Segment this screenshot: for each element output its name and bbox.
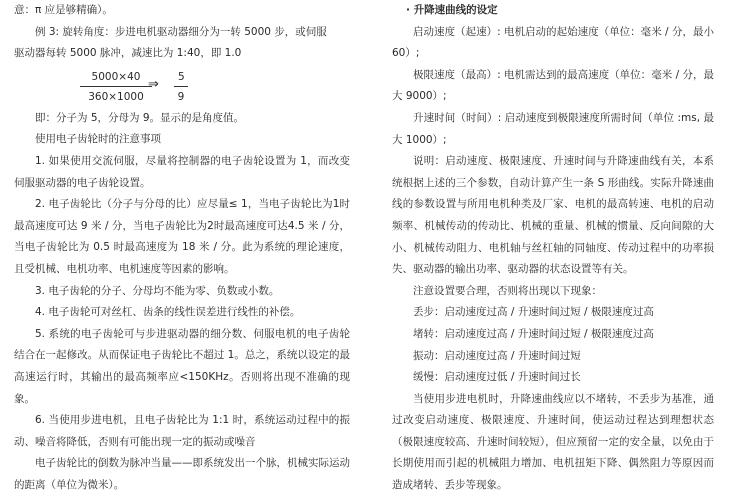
implies-arrow-icon: ⇒ <box>148 76 159 92</box>
fraction-denominator: 360×1000 <box>88 90 144 103</box>
text-line: 意：π 应是够精确）。 <box>14 4 113 16</box>
section-heading: · 升降速曲线的设定 <box>406 4 498 16</box>
fraction-right <box>174 69 188 105</box>
paragraph: 升速时间（时间）: 启动速度到极限速度所需时间（单位 :ms, 最大 1000）; <box>392 111 714 146</box>
paragraph: 说明：启动速度、极限速度、升速时间与升降速曲线有关，本系统根据上述的三个参数，自动计算产生一条 S 形曲线。实际升降速曲线的参数设置与所用电机种类及厂家、电机的最高转速、电机的启动频率、机械传动的传动比、机械的重量、机械的惯量、反向间隙的大小、机械传动阻力、电机轴与丝杠轴的同轴度、传动过程中的功率损失、驱动器的输出功率、驱动器的状态设置等有关。 <box>392 155 714 276</box>
paragraph: 当使用步进电机时，升降速曲线应以不堵转，不丢步为基准，通过改变启动速度、极限速度、升速时间，使运动过程达到理想状态（极限速度较高、升速时间较短），但应预留一定的安全量，以免由于长期使用而引起的机械阻力增加、电机扭矩下降、偶然阻力等原因而造成堵转、丢步等现象。 <box>392 392 714 492</box>
list-item: 振动：启动速度过高 / 升速时间过短 <box>413 349 581 362</box>
text-line: 例 3: 旋转角度：步进电机驱动器细分为一转 5000 步，或伺服 <box>35 25 327 38</box>
list-item: 缓慢：启动速度过低 / 升速时间过长 <box>413 371 581 384</box>
paragraph: 3. 电子齿轮的分子、分母均不能为零、负数或小数。 <box>35 284 280 297</box>
text-line: 即：分子为 5，分母为 9。显示的是角度值。 <box>35 111 245 124</box>
paragraph: 6. 当使用步进电机，且电子齿轮比为 1:1 时，系统运动过程中的振动、噪音将降低，否则有可能出现一定的振动或噪音 <box>14 414 350 448</box>
paragraph: 1. 如果使用交流伺服，尽量将控制器的电子齿轮设置为 1，而改变伺服驱动器的电子齿轮设置。 <box>14 154 350 189</box>
left-column <box>14 0 350 496</box>
list-item: 堵转：启动速度过高 / 升速时间过短 / 极限速度过高 <box>413 327 654 340</box>
fraction-numerator: 5 <box>174 69 188 87</box>
right-column <box>392 0 714 497</box>
paragraph: 极限速度（最高）: 电机需达到的最高速度（单位：毫米 / 分，最大 9000）; <box>392 68 714 103</box>
text-line: 驱动器每转 5000 脉冲，减速比为 1:40，即 1.0 <box>14 47 242 60</box>
paragraph: 2. 电子齿轮比（分子与分母的比）应尽量≤ 1，当电子齿轮比为1时最高速度可达 9 米 / 分，当电子齿轮比为2时最高速度可达4.5 米 / 分，当电子齿轮比为 0.5 时最高速度为 18 米 / 分。此为系统的理论速度，且受机械、电机功率、电机速度等因素的影响。 <box>14 198 350 275</box>
fraction-left <box>80 69 152 105</box>
section-title: 使用电子齿轮时的注意事项 <box>35 133 161 146</box>
list-item: 丢步：启动速度过高 / 升速时间过短 / 极限速度过高 <box>413 306 654 319</box>
paragraph: 启动速度（起速）: 电机启动的起始速度（单位：毫米 / 分，最小60）; <box>392 25 714 60</box>
paragraph: 4. 电子齿轮可对丝杠、齿条的线性误差进行线性的补偿。 <box>35 306 301 319</box>
paragraph: 5. 系统的电子齿轮可与步进驱动器的细分数、伺服电机的电子齿轮结合在一起修改。从而保证电子齿轮比不超过 1。总之，系统以设定的最高速运行时，其输出的最高频率应<150KHz。否则将出现不准确的现象。 <box>14 327 350 405</box>
fraction-equation <box>14 67 350 107</box>
paragraph: 注意设置要合理，否则将出现以下现象： <box>413 284 602 297</box>
fraction-numerator: 5000×40 <box>80 69 152 87</box>
paragraph: 电子齿轮比的倒数为脉冲当量——即系统发出一个脉，机械实际运动的距离（单位为微米）。 <box>14 457 350 491</box>
fraction-denominator: 9 <box>177 90 185 103</box>
